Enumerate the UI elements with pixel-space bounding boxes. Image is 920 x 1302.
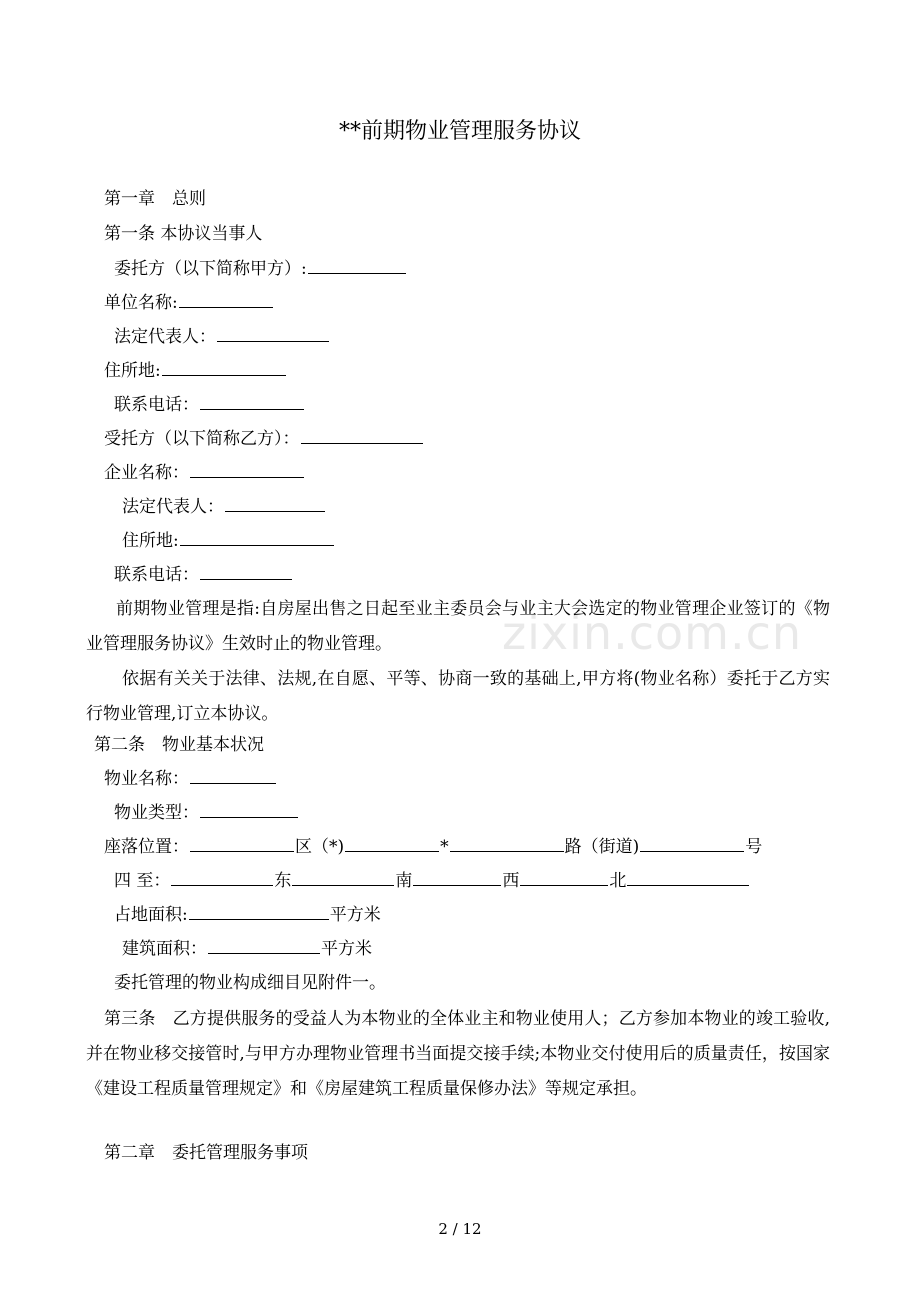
east-label: 东 [274,871,292,891]
blank-legal-rep-a [217,324,329,342]
phone-b-line [114,562,293,588]
phone-a-label: 联系电话： [114,395,199,415]
watermark-text: zixin.com.cn [502,606,803,660]
chapter-2-heading: 第二章 委托管理服务事项 [104,1143,308,1163]
article-2-heading: 第二条 物业基本状况 [94,735,264,755]
blank-north [520,868,608,886]
building-area-line [122,936,372,962]
address-a-line [104,358,287,384]
article-3-paragraph: 第三条 乙方提供服务的受益人为本物业的全体业主和物业使用人；乙方参加本物业的竣工验收,并在物业移交接管时,与甲方办理物业管理书当面提交接手续;本物业交付使用后的质量责任，按国家《建设工程质量管理规定》和《房屋建筑工程质量保修办法》等规定承担。 [86,1009,830,1099]
party-a-line [114,256,407,282]
blank-location-road [450,834,564,852]
blank-property-name [190,766,276,784]
blank-location-district [190,834,294,852]
company-name-line [104,460,305,486]
blank-legal-rep-b [225,494,325,512]
land-area-unit: 平方米 [329,905,381,925]
blank-location-number [640,834,744,852]
blank-unit-name [179,290,273,308]
basis-paragraph: 依据有关关于法律、法规,在自愿、平等、协商一致的基础上,甲方将(物业名称）委托于乙方实行物业管理,订立本协议。 [86,669,830,724]
party-b-label: 受托方（以下简称乙方）： [104,429,300,449]
appendix-note: 委托管理的物业构成细目见附件一。 [114,973,386,993]
address-b-label: 住所地: [122,531,179,551]
location-district-suffix: 区（*) [295,837,345,857]
boundaries-line [114,868,750,894]
property-name-label: 物业名称： [104,769,189,789]
north-label: 北 [609,871,627,891]
legal-rep-a-line [114,324,330,350]
blank-phone-a [200,392,304,410]
west-label: 西 [502,871,520,891]
address-a-label: 住所地: [104,361,161,381]
location-label: 座落位置： [104,837,189,857]
land-area-line [114,902,381,928]
blank-address-b [180,528,334,546]
property-name-line [104,766,277,792]
blank-west [413,868,501,886]
phone-b-label: 联系电话： [114,565,199,585]
legal-rep-b-label: 法定代表人： [122,497,224,517]
legal-rep-a-label: 法定代表人： [114,327,216,347]
location-line [104,834,762,860]
phone-a-line [114,392,305,418]
south-label: 南 [395,871,413,891]
party-b-line [104,426,424,452]
location-number-suffix: 号 [745,837,763,857]
blank-phone-b [200,562,292,580]
page-number: 2 / 12 [438,1220,482,1238]
blank-party-a [308,256,406,274]
unit-name-line [104,290,274,316]
location-star: * [440,837,449,857]
location-road-suffix: 路（街道) [564,837,640,857]
blank-address-a [162,358,286,376]
blank-party-b [301,426,423,444]
article-1-heading: 第一条 本协议当事人 [104,224,263,244]
boundaries-label: 四 至： [114,871,171,891]
blank-south [292,868,394,886]
blank-land-area [189,902,329,920]
land-area-label: 占地面积: [114,905,188,925]
unit-name-label: 单位名称: [104,293,178,313]
blank-company-name [190,460,304,478]
building-area-unit: 平方米 [321,939,372,959]
party-a-label: 委托方（以下简称甲方）: [114,259,307,279]
legal-rep-b-line [122,494,326,520]
building-area-label: 建筑面积： [122,939,207,959]
definition-paragraph: 前期物业管理是指:自房屋出售之日起至业主委员会与业主大会选定的物业管理企业签订的《物业管理服务协议》生效时止的物业管理。 [86,599,830,654]
document-title: **前期物业管理服务协议 [338,119,581,144]
blank-north-end [627,868,749,886]
chapter-1-heading: 第一章 总则 [104,189,206,209]
address-b-line [122,528,335,554]
property-type-line [114,800,299,826]
blank-east [171,868,273,886]
blank-location-star [345,834,439,852]
property-type-label: 物业类型： [114,803,199,823]
company-name-label: 企业名称： [104,463,189,483]
blank-property-type [200,800,298,818]
blank-building-area [208,936,320,954]
